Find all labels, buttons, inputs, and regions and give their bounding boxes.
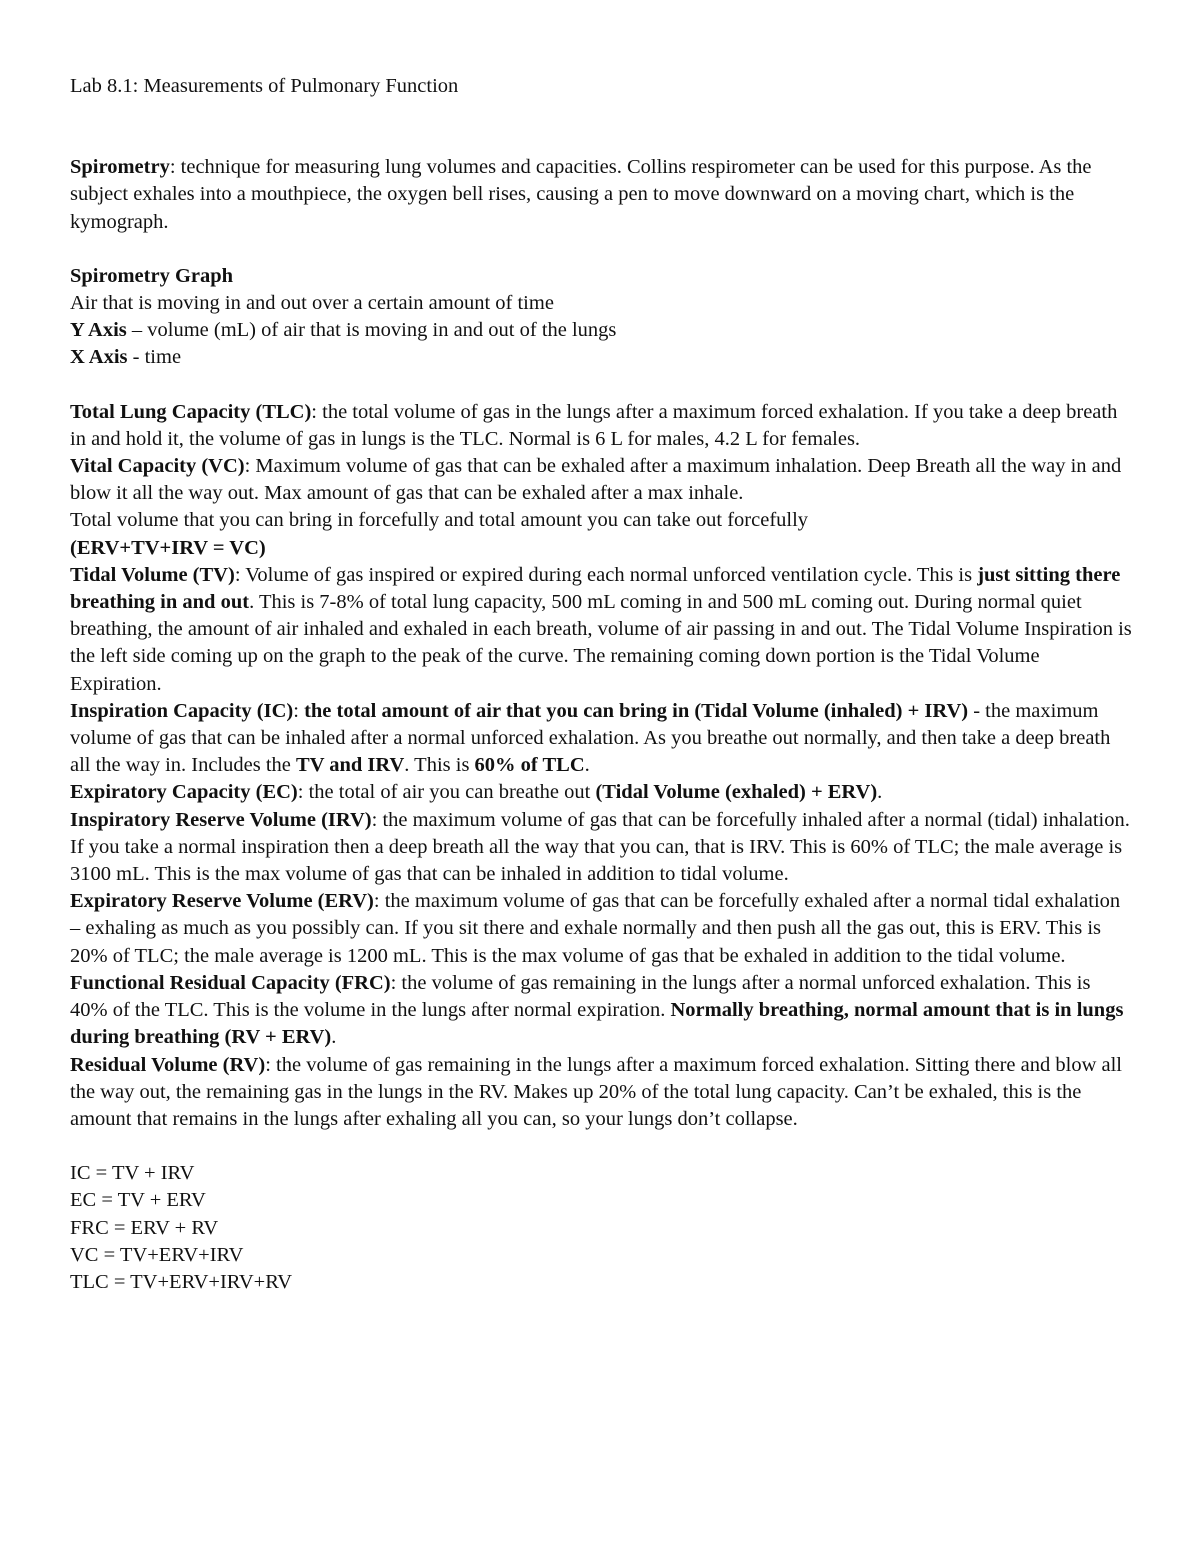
spacer xyxy=(70,100,1132,154)
frc-bold: Normally breathing, normal amount that is in lungs during breathing (RV + ERV) xyxy=(70,999,1124,1049)
spacer xyxy=(70,372,1132,399)
ic-text1: - the maximum volume of gas that can be inhaled after a normal unforced exhalation. As you breathe out normally, and then take a deep breath all the way in. Includes the xyxy=(70,699,1111,777)
x-axis-text: - time xyxy=(127,346,182,369)
formula-line: IC = TV + IRV xyxy=(70,1162,195,1185)
vc-formula-text: (ERV+TV+IRV = VC) xyxy=(70,536,266,559)
ec-bold: (Tidal Volume (exhaled) + ERV) xyxy=(595,781,878,804)
y-axis-line xyxy=(70,317,1132,344)
vc-line2: Total volume that you can bring in forcefully and total amount you can take out forcefully xyxy=(70,509,809,532)
formula-list xyxy=(70,1160,1132,1296)
irv-paragraph xyxy=(70,807,1132,889)
irv-term: Inspiratory Reserve Volume (IRV) xyxy=(70,808,372,831)
ic-bold3: 60% of TLC xyxy=(474,754,585,777)
x-axis-label: X Axis xyxy=(70,346,128,369)
rv-term: Residual Volume (RV) xyxy=(70,1053,266,1076)
ec-text: : the total of air you can breathe out xyxy=(297,781,596,804)
vc-term: Vital Capacity (VC) xyxy=(70,455,245,478)
frc-text: : the volume of gas remaining in the lungs after a normal unforced exhalation. This is 40% of the TLC. This is the volume in the lungs after normal expiration. xyxy=(70,971,1091,1022)
frc-paragraph xyxy=(70,970,1132,1052)
tlc-term: Total Lung Capacity (TLC) xyxy=(70,400,312,423)
tv-term: Tidal Volume (TV) xyxy=(70,563,235,586)
spirometry-paragraph xyxy=(70,154,1132,236)
spacer xyxy=(70,236,1132,263)
vc-paragraph xyxy=(70,453,1132,507)
vc-formula xyxy=(70,535,1132,562)
erv-term: Expiratory Reserve Volume (ERV) xyxy=(70,890,374,913)
tv-text1: : Volume of gas inspired or expired during each normal unforced ventilation cycle. This is xyxy=(234,563,978,586)
tlc-text: : the total volume of gas in the lungs after a maximum forced exhalation. If you take a deep breath in and hold it, the volume of gas in lungs is the TLC. Normal is 6 L for males, 4.2 L for females. xyxy=(70,400,1118,450)
spirometry-text: : technique for measuring lung volumes and capacities. Collins respirometer can be used for this purpose. As the subject exhales into a mouthpiece, the oxygen bell rises, causing a pen to move downward on a moving chart, which is the kymograph. xyxy=(70,156,1092,233)
graph-description: Air that is moving in and out over a certain amount of time xyxy=(70,292,554,315)
formula-line: VC = TV+ERV+IRV xyxy=(70,1243,244,1266)
ic-paragraph xyxy=(70,698,1132,780)
formula-line: FRC = ERV + RV xyxy=(70,1216,219,1239)
ec-end: . xyxy=(877,781,883,804)
frc-end: . xyxy=(331,1026,337,1049)
ic-text3: . xyxy=(584,754,590,777)
tv-text2: . This is 7-8% of total lung capacity, 500 mL coming in and 500 mL coming out. During normal quiet breathing, the amount of air inhaled and exhaled in each breath, volume of air passing in and out. The Tidal Volume Inspiration is the left side coming up on the graph to the peak of the curve. The remaining coming down portion is the Tidal Volume Expiration. xyxy=(70,591,1132,695)
ic-colon: : xyxy=(293,699,305,722)
graph-heading-text: Spirometry Graph xyxy=(70,264,234,287)
irv-text: : the maximum volume of gas that can be forcefully inhaled after a normal (tidal) inhalation. If you take a normal inspiration then a deep breath all the way that you can, that is IRV. This is 60% of TLC; the male average is 3100 mL. This is the max volume of gas that can be inhaled in addition to tidal volume. xyxy=(70,808,1130,886)
ic-bold2: TV and IRV xyxy=(296,754,405,777)
ec-term: Expiratory Capacity (EC) xyxy=(70,781,298,804)
rv-paragraph xyxy=(70,1052,1132,1134)
x-axis-line xyxy=(70,344,1132,371)
ic-term: Inspiration Capacity (IC) xyxy=(70,699,294,722)
tv-paragraph xyxy=(70,562,1132,698)
ec-paragraph xyxy=(70,779,1132,806)
spirometry-term: Spirometry xyxy=(70,156,170,179)
ic-bold: the total amount of air that you can bring in (Tidal Volume (inhaled) + IRV) xyxy=(304,699,969,722)
vc-text: : Maximum volume of gas that can be exhaled after a maximum inhalation. Deep Breath all the way in and blow it all the way out. Max amount of gas that can be exhaled after a max inhale. xyxy=(70,455,1122,505)
page-title: Lab 8.1: Measurements of Pulmonary Function xyxy=(70,75,459,97)
formula-line: TLC = TV+ERV+IRV+RV xyxy=(70,1270,293,1293)
formula-line: EC = TV + ERV xyxy=(70,1189,206,1212)
frc-term: Functional Residual Capacity (FRC) xyxy=(70,971,391,994)
erv-text: : the maximum volume of gas that can be forcefully exhaled after a normal tidal exhalation – exhaling as much as you possibly can. If you sit there and exhale normally and then push all the gas out, this is ERV. This is 20% of TLC; the male average is 1200 mL. This is the max volume of gas that be exhaled in addition to the tidal volume. xyxy=(70,890,1121,967)
tv-bold: just sitting there breathing in and out xyxy=(70,563,1121,614)
rv-text: : the volume of gas remaining in the lungs after a maximum forced exhalation. Sitting there and blow all the way out, the remaining gas in the lungs in the RV. Makes up 20% of the total lung capacity. Can’t be exhaled, this is the amount that remains in the lungs after exhaling all you can, so your lungs don’t collapse. xyxy=(70,1053,1122,1130)
y-axis-text: – volume (mL) of air that is moving in and out of the lungs xyxy=(126,319,617,342)
y-axis-label: Y Axis xyxy=(70,319,127,342)
tlc-paragraph xyxy=(70,399,1132,453)
erv-paragraph xyxy=(70,888,1132,970)
spacer xyxy=(70,1133,1132,1160)
ic-text2: . This is xyxy=(404,754,475,777)
document-content xyxy=(70,73,1132,1296)
graph-heading xyxy=(70,263,1132,290)
